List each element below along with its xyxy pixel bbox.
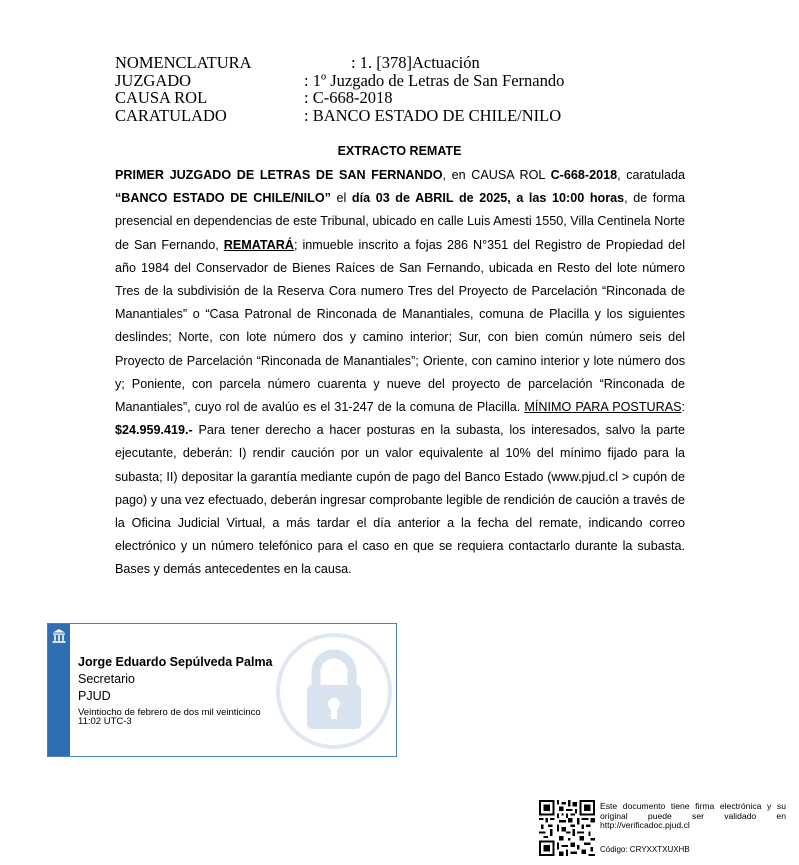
- case-caption: “BANCO ESTADO DE CHILE/NILO”: [115, 191, 331, 206]
- verification-notice: Este documento tiene firma electrónica y su original puede ser validado en http://verificadoc.pjud.cl: [600, 801, 786, 831]
- courthouse-icon: [52, 628, 66, 644]
- auction-date: día 03 de ABRIL de 2025, a las 10:00 horas: [351, 191, 625, 206]
- header-label: JUZGADO: [115, 70, 192, 90]
- document-title: EXTRACTO REMATE: [337, 144, 462, 158]
- signature-accent-bar: [48, 624, 70, 756]
- rematara-label: REMATARÁ: [223, 237, 294, 252]
- body-text: ; inmueble inscrito a fojas 286 N°351 del Registro de Propiedad del año 1984 del Conservador de Bienes Raíces de San Fernando, ubicada en Resto del lote número Tres de la subdivisión de la Reserva Cora numero Tres del Proyecto de Parcelación “Rinconada de Manantiales” o “Casa Patronal de Rinconada de Manantiales, comuna de Placilla y los siguientes deslindes; Norte, con lote número dos y camino interior; Sur, con bien común número seis del Proyecto de Parcelación “Rinconada de Manantiales”; Oriente, con camino interior y lote número dos y; Poniente, con parcela número cuarenta y nueve del proyecto de parcelación “Rinconada de Manantiales”, cuyo rol de avalúo es el 31-247 de la comuna de Placilla.: [115, 237, 685, 415]
- body-text: , caratulada: [617, 168, 686, 182]
- case-rol: C-668-2018: [550, 168, 618, 182]
- verification-code: Código: CRYXXTXUXHB: [600, 845, 690, 854]
- minimum-bid-amount: $24.959.419.-: [115, 423, 193, 438]
- signature-date: Veintiocho de febrero de dos mil veinticinco: [78, 707, 261, 718]
- signer-organization: PJUD: [78, 689, 111, 703]
- body-text: , en CAUSA ROL: [442, 168, 551, 182]
- header-label: CARATULADO: [115, 105, 227, 125]
- header-value: : 1. [378]Actuación: [351, 53, 480, 72]
- signer-role: Secretario: [78, 672, 135, 686]
- minimum-bid-label: MÍNIMO PARA POSTURAS: [524, 400, 682, 415]
- header-value: : C-668-2018: [304, 88, 393, 107]
- header-label: CAUSA ROL: [115, 88, 208, 107]
- court-name: PRIMER JUZGADO DE LETRAS DE SAN FERNANDO: [115, 168, 443, 182]
- body-text: Para tener derecho a hacer posturas en la subasta, los interesados, salvo la parte ejecutante, deberán: I) rendir caución por un valor equivalente al 10% del mínimo fijado para la subasta; II) depositar la garantía mediante cupón de pago del Banco Estado (www.pjud.cl > cupón de pago) y una vez efectuado, deberán ingresar comprobante legible de rendición de caución a través de la Oficina Judicial Virtual, a más tardar el día anterior a la fecha del remate, indicando correo electrónico y un número telefónico para el caso en que se requiera contactarlo durante la subasta. Bases y demás antecedentes en la causa.: [115, 423, 685, 577]
- header-label: NOMENCLATURA: [115, 53, 252, 72]
- signer-name: Jorge Eduardo Sepúlveda Palma: [78, 655, 273, 669]
- header-value: : 1º Juzgado de Letras de San Fernando: [304, 70, 565, 90]
- remate-extract-body: [115, 164, 685, 582]
- qr-code-icon: [539, 800, 595, 856]
- padlock-watermark-icon: [276, 628, 396, 754]
- header-value: : BANCO ESTADO DE CHILE/NILO: [304, 105, 562, 125]
- body-text: , de forma presencial en dependencias de este Tribunal, ubicado en calle Luis Amesti 1550, Villa Centinela Norte de San Fernando,: [115, 191, 685, 252]
- body-text: :: [681, 400, 686, 415]
- body-text: el: [330, 191, 352, 206]
- electronic-signature-box: [47, 623, 397, 757]
- signature-time: 11:02 UTC-3: [78, 716, 132, 727]
